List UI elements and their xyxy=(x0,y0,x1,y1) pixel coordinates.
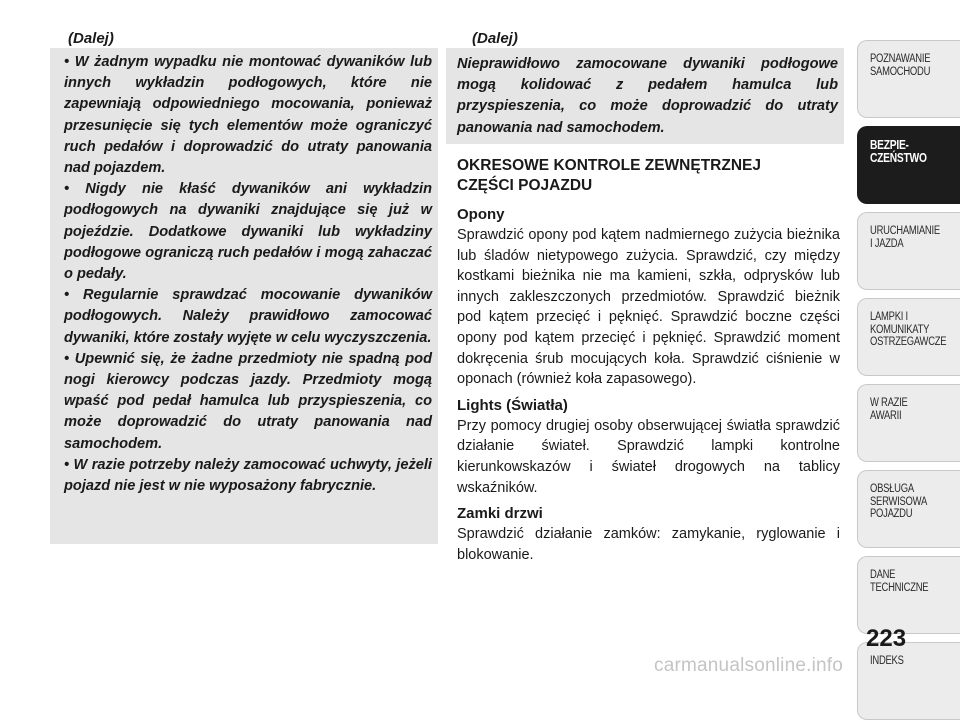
subsection-text: Przy pomocy drugiej osoby obserwującej światła sprawdzić działanie świateł. Sprawdzić lampki kontrolne kierunkowskazów i świateł drogowych na tablicy wskaźników. xyxy=(457,417,840,496)
section-title xyxy=(457,156,847,196)
subsection-heading: Opony xyxy=(457,206,505,223)
tab-label: BEZPIE- CZEŃSTWO xyxy=(870,138,927,165)
page-number: 223 xyxy=(866,625,907,652)
tab-label: POZNAWANIE SAMOCHODU xyxy=(870,53,931,78)
tab-lampki-i-komunikaty[interactable] xyxy=(857,298,960,376)
tab-label: W RAZIE AWARII xyxy=(870,397,908,422)
tab-w-razie-awarii[interactable] xyxy=(857,384,960,462)
tab-label: URUCHAMIANIE I JAZDA xyxy=(870,225,940,250)
left-continued-label: (Dalej) xyxy=(68,30,114,47)
tab-poznawanie-samochodu[interactable] xyxy=(857,40,960,118)
tab-label: INDEKS xyxy=(870,655,904,667)
tab-uruchamianie-i-jazda[interactable] xyxy=(857,212,960,290)
subsection-text: Sprawdzić działanie zamków: zamykanie, ryglowanie i blokowanie. xyxy=(457,526,840,563)
warning-item: • Upewnić się, że żadne przedmioty nie spadną pod nogi kierowcy podczas jazdy. Przedmioty mogą wpaść pod pedał hamulca lub przyspieszenia, co może doprowadzić do utraty panowania nad samochodem. xyxy=(64,350,432,452)
right-warning-text: Nieprawidłowo zamocowane dywaniki podłogowe mogą kolidować z pedałem hamulca lub przyspieszenia, co może doprowadzić do utraty panowania nad samochodem. xyxy=(457,56,838,136)
tab-dane-techniczne[interactable] xyxy=(857,556,960,634)
warning-item: • Nigdy nie kłaść dywaników ani wykładzin podłogowych na dywaniki znajdujące się już w pojeździe. Dodatkowe dywaniki lub wykładziny podłogowe ograniczą ruch pedałów i mogą zahaczać o pedały. xyxy=(64,181,432,283)
tab-label: OBSŁUGA SERWISOWA POJAZDU xyxy=(870,483,928,520)
tab-bezpieczenstwo[interactable] xyxy=(857,126,960,204)
subsection-heading: Zamki drzwi xyxy=(457,505,543,523)
left-warning-text xyxy=(64,52,432,497)
tab-indeks[interactable] xyxy=(857,642,960,720)
right-warning-box xyxy=(446,48,844,144)
left-warning-box xyxy=(50,48,438,544)
subsection-text: Sprawdzić opony pod kątem nadmiernego zużycia bieżnika lub śladów nietypowego zużycia. Sprawdzić, czy między kostkami bieżnika nie ma kamieni, szkła, odprysków lub innych zakleszczonych przedmiotów. Sprawdzić bieżnik pod kątem przecięć i pęknięć. Sprawdzić boczne części opony pod kątem przecięć i pęknięć. Sprawdzić moment dokręcenia śrub mocujących koła. Sprawdzić ciśnienie w oponach (również koła zapasowego). xyxy=(457,227,840,388)
watermark-text: carmanualsonline.info xyxy=(654,655,844,676)
warning-item: • Regularnie sprawdzać mocowanie dywaników podłogowych. Należy prawidłowo zamocować dywaniki, które zostały wyjęte w celu wyczyszczenia. xyxy=(64,287,432,346)
right-continued-label: (Dalej) xyxy=(472,30,518,47)
warning-item: • W żadnym wypadku nie montować dywaników lub innych wykładzin podłogowych, które nie zapewniają odpowiedniego mocowania, ponieważ przesunięcie się tych elementów może ograniczyć ruch pedałów i doprowadzić do utraty panowania nad pojazdem. xyxy=(64,54,432,177)
tab-obsluga-serwisowa[interactable] xyxy=(857,470,960,548)
inspection-body xyxy=(457,205,840,571)
section-title-line: OKRESOWE KONTROLE ZEWNĘTRZNEJ xyxy=(457,157,761,174)
warning-item: • W razie potrzeby należy zamocować uchwyty, jeżeli pojazd nie jest w nie wyposażony fabrycznie. xyxy=(64,456,432,495)
tab-label: LAMPKI I KOMUNIKATY OSTRZEGAWCZE xyxy=(870,311,947,348)
subsection-heading: Lights (Światła) xyxy=(457,396,568,414)
tab-label: DANE TECHNICZNE xyxy=(870,569,929,594)
section-title-line: CZĘŚCI POJAZDU xyxy=(457,177,593,194)
